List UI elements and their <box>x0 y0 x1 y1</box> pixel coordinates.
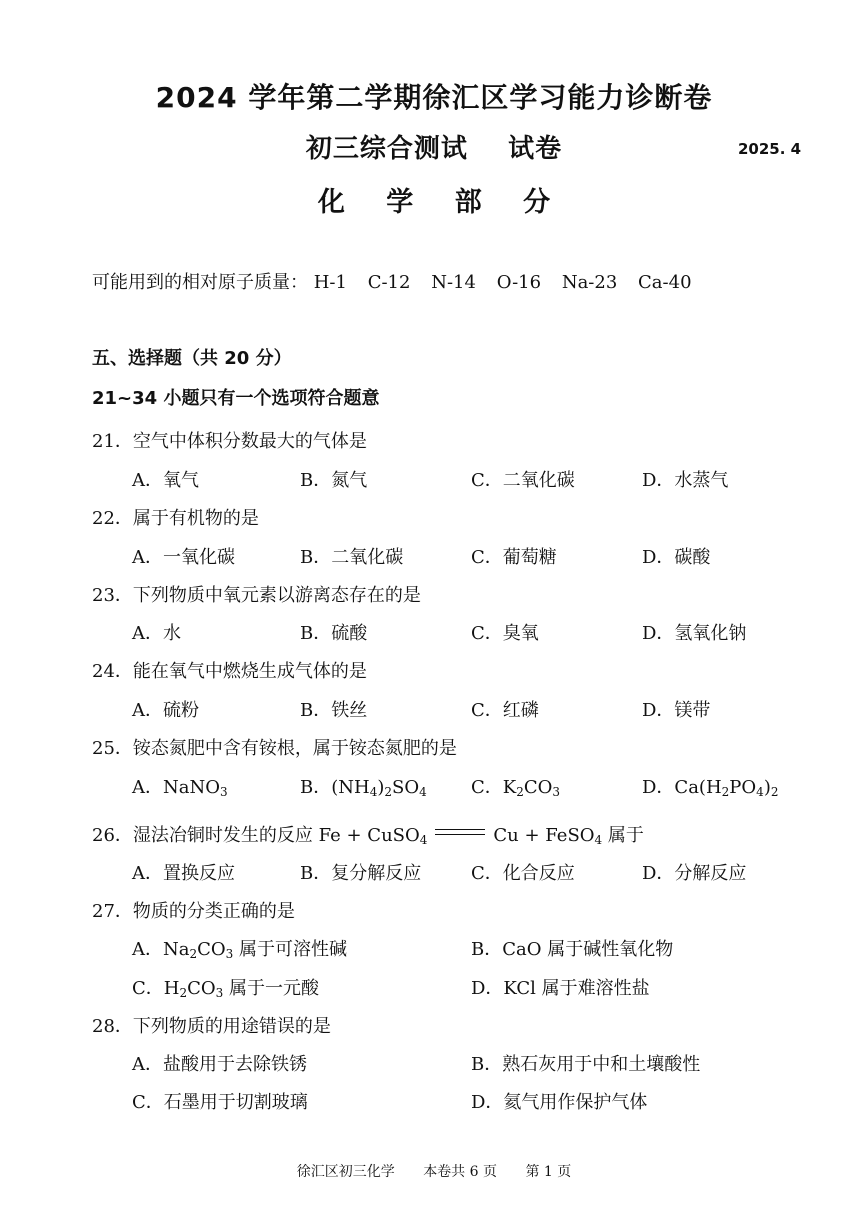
q28-option-d: D．氦气用作保护气体 <box>471 1092 648 1113</box>
q21-option-b: B．氮气 <box>300 470 368 491</box>
q24-option-b: B．铁丝 <box>300 700 368 721</box>
q26-option-a: A．置换反应 <box>132 863 235 884</box>
q22-option-c: C．葡萄糖 <box>471 547 557 568</box>
q27-option-c: C．$H_2CO_3$ 属于一元酸 <box>132 978 320 1000</box>
exam-date: 2025. 4 <box>738 140 802 158</box>
q28-option-b: B．熟石灰用于中和土壤酸性 <box>471 1054 701 1075</box>
q23-option-c: C．臭氧 <box>471 623 539 644</box>
atomic-masses-label: 可能用到的相对原子质量： <box>92 272 308 293</box>
q24-option-c: C．红磷 <box>471 700 539 721</box>
question-22: 22．属于有机物的是 <box>92 508 259 529</box>
mass-item: C-12 <box>367 272 411 293</box>
footer-total: 本卷共 6 页 <box>423 1164 497 1180</box>
q26-option-c: C．化合反应 <box>471 863 575 884</box>
q23-option-a: A．水 <box>132 623 181 644</box>
q26-option-d: D．分解反应 <box>642 863 747 884</box>
q25-option-c: C．$K_2CO_3$ <box>471 777 561 799</box>
q27-option-a: A．$Na_2CO_3$ 属于可溶性碱 <box>132 939 348 961</box>
q25-option-b: B．$(NH_4)_2SO_4$ <box>300 777 427 799</box>
q22-option-a: A．一氧化碳 <box>132 547 235 568</box>
equals-sign <box>435 829 485 837</box>
subtitle-right: 试卷 <box>508 134 563 164</box>
part-heading: 五、选择题（共 20 分） <box>92 348 292 369</box>
subtitle-left: 初三综合测试 <box>305 134 468 164</box>
q23-option-d: D．氢氧化钠 <box>642 623 747 644</box>
atomic-masses <box>92 268 707 294</box>
q25-option-a: A．NaNO$_3$ <box>132 777 228 799</box>
q21-option-d: D．水蒸气 <box>642 470 729 491</box>
question-21: 21．空气中体积分数最大的气体是 <box>92 431 367 452</box>
exam-title: 2024 学年第二学期徐汇区学习能力诊断卷 <box>155 81 713 114</box>
question-28: 28．下列物质的用途错误的是 <box>92 1016 331 1037</box>
q27-option-d: D．KCl 属于难溶性盐 <box>471 978 650 999</box>
q21-option-a: A．氧气 <box>132 470 199 491</box>
question-26: 26．湿法冶铜时发生的反应 Fe + CuSO$_4$ Cu + FeSO$_4$ 属于 <box>92 825 644 847</box>
q24-option-a: A．硫粉 <box>132 700 199 721</box>
mass-item: O-16 <box>496 272 542 293</box>
mass-item: H-1 <box>313 272 347 293</box>
footer-school: 徐汇区初三化学 <box>296 1164 395 1180</box>
page-footer <box>0 1161 868 1181</box>
q22-option-d: D．碳酸 <box>642 547 711 568</box>
q28-option-c: C．石墨用于切割玻璃 <box>132 1092 308 1113</box>
q27-a-text: 属于可溶性碱 <box>239 939 348 960</box>
q27-c-text: 属于一元酸 <box>229 978 320 999</box>
q23-option-b: B．硫酸 <box>300 623 368 644</box>
part-instruction: 21~34 小题只有一个选项符合题意 <box>92 388 380 409</box>
q26-stem-suffix: 属于 <box>607 825 644 846</box>
q27-option-b: B．CaO 属于碱性氧化物 <box>471 939 674 960</box>
question-24: 24．能在氧气中燃烧生成气体的是 <box>92 661 367 682</box>
q28-option-a: A．盐酸用于去除铁锈 <box>132 1054 307 1075</box>
question-25: 25．铵态氮肥中含有铵根，属于铵态氮肥的是 <box>92 738 457 759</box>
q26-option-b: B．复分解反应 <box>300 863 422 884</box>
footer-page: 第 1 页 <box>525 1164 572 1180</box>
mass-item: N-14 <box>431 272 476 293</box>
section-title: 化 学 部 分 <box>317 187 567 218</box>
q22-option-b: B．二氧化碳 <box>300 547 404 568</box>
q21-option-c: C．二氧化碳 <box>471 470 575 491</box>
question-23: 23．下列物质中氧元素以游离态存在的是 <box>92 585 421 606</box>
mass-item: Na-23 <box>561 272 618 293</box>
q26-stem-prefix: 26．湿法冶铜时发生的反应 Fe + CuSO <box>92 825 420 846</box>
mass-item: Ca-40 <box>638 272 692 293</box>
question-27: 27．物质的分类正确的是 <box>92 901 295 922</box>
q25-option-d: D．$Ca(H_2PO_4)_2$ <box>642 777 779 799</box>
q24-option-d: D．镁带 <box>642 700 711 721</box>
